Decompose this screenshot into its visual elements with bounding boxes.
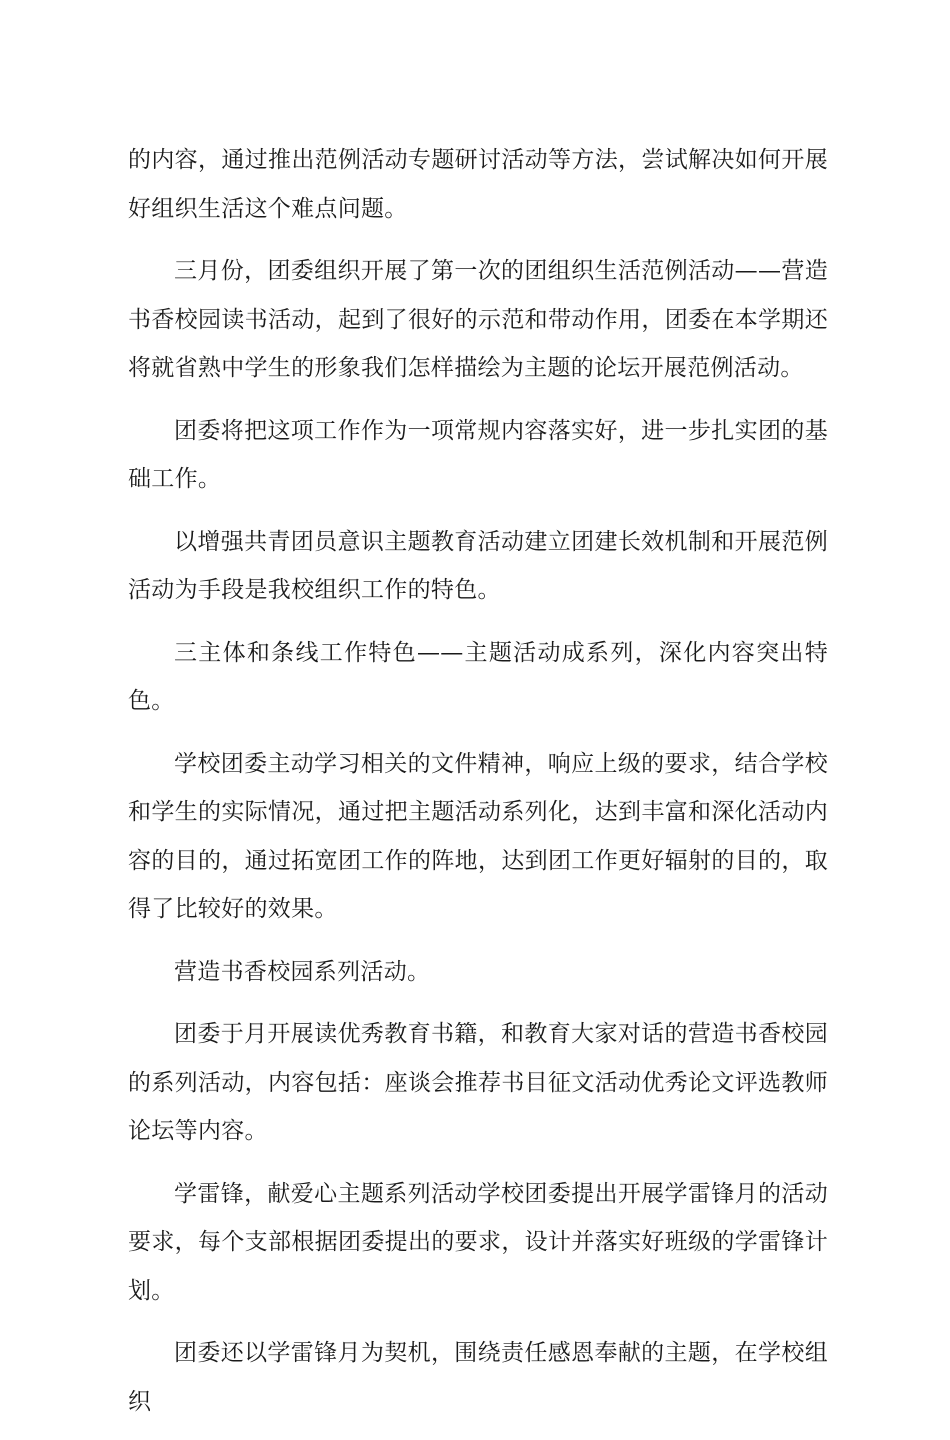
paragraph: 团委于月开展读优秀教育书籍，和教育大家对话的营造书香校园的系列活动，内容包括：座谈会推荐书目征文活动优秀论文评选教师论坛等内容。	[128, 1021, 828, 1144]
paragraph: 团委将把这项工作作为一项常规内容落实好，进一步扎实团的基础工作。	[128, 417, 828, 492]
paragraph: 学雷锋，献爱心主题系列活动学校团委提出开展学雷锋月的活动要求，每个支部根据团委提出的要求，设计并落实好班级的学雷锋计划。	[128, 1180, 828, 1304]
paragraph: 以增强共青团员意识主题教育活动建立团建长效机制和开展范例活动为手段是我校组织工作的特色。	[128, 528, 828, 603]
paragraph: 的内容，通过推出范例活动专题研讨活动等方法，尝试解决如何开展好组织生活这个难点问题。	[128, 147, 828, 222]
paragraph: 营造书香校园系列活动。	[174, 958, 431, 985]
paragraph: 三月份，团委组织开展了第一次的团组织生活范例活动——营造书香校园读书活动，起到了很好的示范和带动作用，团委在本学期还将就省熟中学生的形象我们怎样描绘为主题的论坛开展范例活动。	[128, 258, 828, 381]
paragraph: 三主体和条线工作特色——主题活动成系列，深化内容突出特色。	[128, 639, 828, 714]
document-body	[128, 136, 828, 1440]
paragraph: 学校团委主动学习相关的文件精神，响应上级的要求，结合学校和学生的实际情况，通过把主题活动系列化，达到丰富和深化活动内容的目的，通过拓宽团工作的阵地，达到团工作更好辐射的目的，取得了比较好的效果。	[128, 750, 828, 922]
paragraph: 团委还以学雷锋月为契机，围绕责任感恩奉献的主题，在学校组织	[128, 1340, 828, 1415]
